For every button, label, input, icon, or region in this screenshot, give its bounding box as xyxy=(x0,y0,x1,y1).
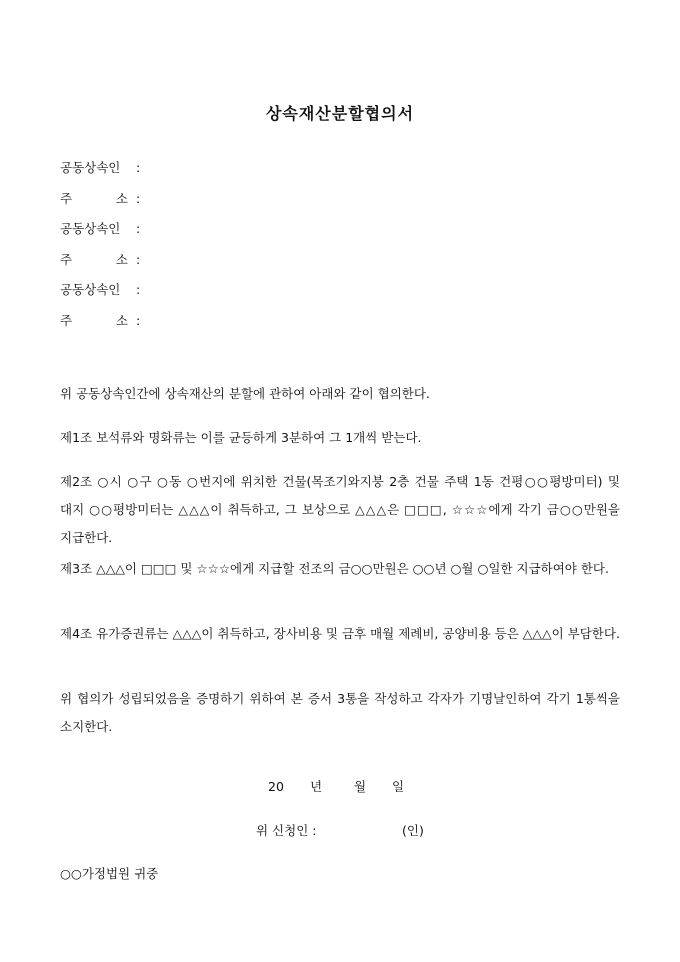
party-colon: : xyxy=(136,282,141,297)
party-address-2 xyxy=(60,251,140,269)
applicant-label: 위 신청인 : xyxy=(256,823,317,838)
party-address-1 xyxy=(60,190,140,208)
article-2: 제2조 ○시 ○구 ○동 ○번지에 위치한 건물(목조기와지붕 2층 건물 주택 1동 건평○○평방미터) 및 대지 ○○평방미터는 △△△이 취득하고, 그 보상으로 △△△은 □□□, ☆☆☆에게 각기 금○○만원을 지급한다. xyxy=(60,474,620,545)
date-year: 년 xyxy=(310,779,323,794)
address-label-a: 주 xyxy=(60,313,73,328)
party-label: 공동상속인 xyxy=(60,160,121,175)
address-label-b: 소 xyxy=(115,313,128,328)
party-heir-3 xyxy=(60,281,140,299)
party-address-3 xyxy=(60,312,140,330)
article-3: 제3조 △△△이 □□□ 및 ☆☆☆에게 지급할 전조의 금○○만원은 ○○년 ○월 ○일한 지급하여야 한다. xyxy=(60,561,609,576)
party-heir-2 xyxy=(60,220,140,238)
address-label-b: 소 xyxy=(115,252,128,267)
party-colon: : xyxy=(136,221,141,236)
court-addressee: ○○가정법원 귀중 xyxy=(60,866,159,881)
date-month: 월 xyxy=(354,779,367,794)
address-label-a: 주 xyxy=(60,252,73,267)
document-title: 상속재산분할협의서 xyxy=(265,104,415,123)
party-label: 공동상속인 xyxy=(60,221,121,236)
closing-paragraph: 위 협의가 성립되었음을 증명하기 위하여 본 증서 3통을 작성하고 각자가 기명날인하여 각기 1통씩을 소지한다. xyxy=(60,691,620,734)
date-day: 일 xyxy=(392,779,405,794)
party-label xyxy=(60,251,128,269)
article-1: 제1조 보석류와 명화류는 이를 균등하게 3분하여 그 1개씩 받는다. xyxy=(60,430,422,445)
party-label xyxy=(60,190,128,208)
party-label xyxy=(60,312,128,330)
party-label: 공동상속인 xyxy=(60,282,121,297)
party-colon: : xyxy=(136,252,141,267)
address-label-b: 소 xyxy=(115,191,128,206)
intro-paragraph: 위 공동상속인간에 상속재산의 분할에 관하여 아래와 같이 협의한다. xyxy=(60,386,430,401)
party-colon: : xyxy=(136,160,141,175)
date-year-prefix: 20 xyxy=(268,779,284,794)
address-label-a: 주 xyxy=(60,191,73,206)
party-colon: : xyxy=(136,313,141,328)
seal-mark: (인) xyxy=(402,823,424,838)
party-heir-1 xyxy=(60,159,140,177)
article-4: 제4조 유가증권류는 △△△이 취득하고, 장사비용 및 금후 매월 제례비, 공양비용 등은 △△△이 부담한다. xyxy=(60,626,620,641)
party-colon: : xyxy=(136,191,141,206)
